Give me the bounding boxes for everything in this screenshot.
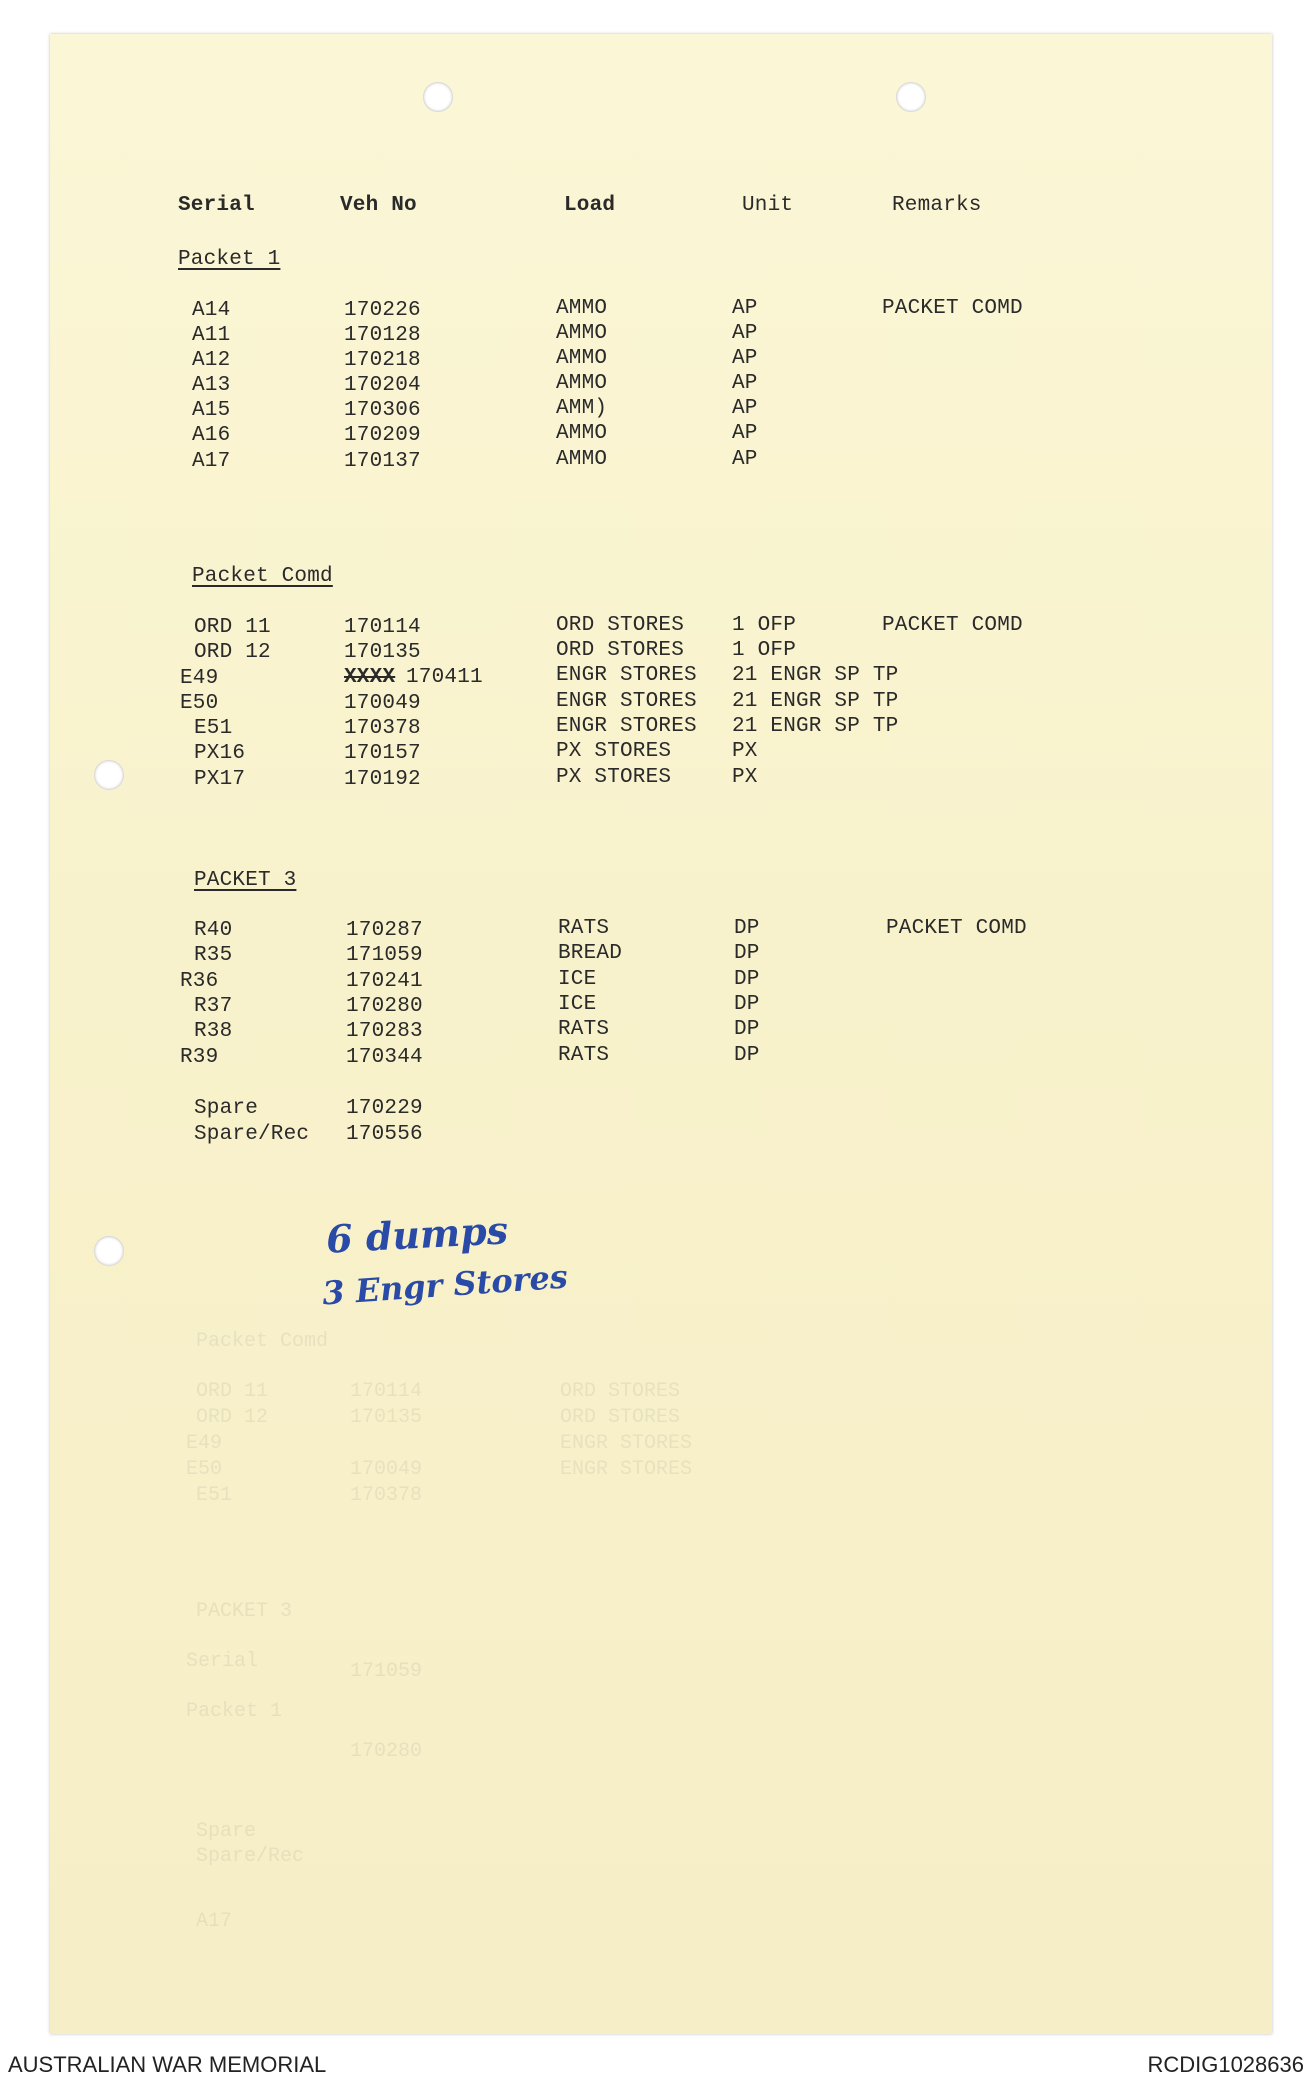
ghost-text: E50 — [186, 1458, 223, 1481]
handwritten-line: 3 Engr Stores — [320, 1257, 569, 1313]
ghost-text: Spare/Rec — [196, 1845, 305, 1868]
cell-veh-no: 170280 — [346, 995, 423, 1018]
cell-unit: 21 ENGR SP TP — [732, 690, 899, 713]
cell-unit: AP — [732, 372, 758, 395]
cell-load: ICE — [558, 993, 597, 1016]
cell-serial: PX17 — [194, 768, 246, 791]
cell-serial: R37 — [194, 995, 233, 1018]
ghost-text: ENGR STORES — [560, 1458, 693, 1481]
ghost-text: 170135 — [350, 1406, 423, 1429]
cell-unit: 21 ENGR SP TP — [732, 664, 899, 687]
cell-veh-no: 170226 — [344, 299, 421, 322]
cell-veh-no: 170241 — [346, 970, 423, 993]
cell-veh-no: 170283 — [346, 1020, 423, 1043]
cell-serial: ORD 11 — [194, 616, 271, 639]
cell-unit: AP — [732, 322, 758, 345]
cell-veh-no: 170049 — [344, 692, 421, 715]
ghost-text: 171059 — [350, 1660, 423, 1683]
cell-load: AMMO — [556, 448, 608, 471]
header-serial: Serial — [178, 194, 255, 217]
cell-veh-no: 170218 — [344, 349, 421, 372]
handwritten-line: 6 dumps — [324, 1207, 510, 1262]
document-page — [50, 34, 1272, 2034]
cell-unit: AP — [732, 347, 758, 370]
cell-load: AMM) — [556, 397, 608, 420]
cell-veh-no: 170114 — [344, 616, 421, 639]
cell-load: BREAD — [558, 942, 623, 965]
cell-load: RATS — [558, 1044, 610, 1067]
cell-unit: DP — [734, 1044, 760, 1067]
cell-unit: 21 ENGR SP TP — [732, 715, 899, 738]
ghost-text: PACKET 3 — [196, 1600, 293, 1623]
cell-unit: DP — [734, 1018, 760, 1041]
ghost-text: 170280 — [350, 1740, 423, 1763]
cell-serial: A13 — [192, 374, 231, 397]
header-load: Load — [564, 194, 616, 217]
cell-serial: E49 — [180, 667, 219, 690]
cell-unit: PX — [732, 740, 758, 763]
cell-unit: AP — [732, 397, 758, 420]
header-veh-no: Veh No — [340, 194, 417, 217]
cell-unit: AP — [732, 297, 758, 320]
cell-load: AMMO — [556, 422, 608, 445]
cell-veh-no: 170192 — [344, 768, 421, 791]
ghost-text: ENGR STORES — [560, 1432, 693, 1455]
ghost-text: A17 — [196, 1910, 233, 1933]
cell-veh-no: 170204 — [344, 374, 421, 397]
cell-veh-no: 170411 — [406, 666, 483, 689]
cell-serial: R36 — [180, 970, 219, 993]
ghost-text: 170049 — [350, 1458, 423, 1481]
cell-veh-no: 170229 — [346, 1097, 423, 1120]
cell-serial: A11 — [192, 324, 231, 347]
cell-unit: PX — [732, 766, 758, 789]
cell-unit: DP — [734, 993, 760, 1016]
cell-load: PX STORES — [556, 740, 672, 763]
cell-serial: R40 — [194, 919, 233, 942]
cell-veh-no: 170556 — [346, 1123, 423, 1146]
cell-load: AMMO — [556, 347, 608, 370]
cell-serial: E50 — [180, 692, 219, 715]
cell-serial: R35 — [194, 944, 233, 967]
cell-load: ORD STORES — [556, 639, 685, 662]
cell-load: AMMO — [556, 372, 608, 395]
cell-veh-no: 171059 — [346, 944, 423, 967]
cell-load: RATS — [558, 1018, 610, 1041]
ghost-text: E49 — [186, 1432, 223, 1455]
cell-serial: R38 — [194, 1020, 233, 1043]
punch-hole — [423, 82, 453, 112]
ghost-text: ORD 12 — [196, 1406, 269, 1429]
cell-serial: Spare — [194, 1097, 259, 1120]
cell-serial: A14 — [192, 299, 231, 322]
cell-load: ICE — [558, 968, 597, 991]
cell-veh-no: 170287 — [346, 919, 423, 942]
footer-credit: AUSTRALIAN WAR MEMORIAL — [8, 2052, 327, 2077]
cell-serial: R39 — [180, 1046, 219, 1069]
cell-serial: PX16 — [194, 742, 246, 765]
cell-load: ENGR STORES — [556, 715, 697, 738]
header-unit: Unit — [742, 194, 794, 217]
ghost-text: E51 — [196, 1484, 233, 1507]
cell-veh-no: 170306 — [344, 399, 421, 422]
cell-serial: A15 — [192, 399, 231, 422]
cell-load: AMMO — [556, 322, 608, 345]
ghost-text: 170114 — [350, 1380, 423, 1403]
punch-hole — [94, 1236, 124, 1266]
cell-unit: AP — [732, 448, 758, 471]
cell-veh-no-struck: XXXX — [344, 666, 396, 689]
cell-serial: E51 — [194, 717, 233, 740]
punch-hole — [896, 82, 926, 112]
cell-serial: A12 — [192, 349, 231, 372]
cell-load: PX STORES — [556, 766, 672, 789]
section-title: PACKET 3 — [194, 869, 297, 892]
cell-unit: 1 OFP — [732, 614, 797, 637]
cell-unit: 1 OFP — [732, 639, 797, 662]
cell-load: ENGR STORES — [556, 664, 697, 687]
ghost-text: Packet Comd — [196, 1330, 329, 1353]
ghost-text: ORD STORES — [560, 1406, 681, 1429]
footer-id: RCDIG1028636 — [1147, 2052, 1304, 2077]
cell-load: AMMO — [556, 297, 608, 320]
section-title: Packet Comd — [192, 565, 333, 588]
cell-veh-no: 170128 — [344, 324, 421, 347]
cell-load: ORD STORES — [556, 614, 685, 637]
cell-veh-no: 170344 — [346, 1046, 423, 1069]
section-title: Packet 1 — [178, 248, 281, 271]
cell-veh-no: 170135 — [344, 641, 421, 664]
ghost-text: 170378 — [350, 1484, 423, 1507]
cell-unit: DP — [734, 942, 760, 965]
cell-serial: A16 — [192, 424, 231, 447]
ghost-text: ORD STORES — [560, 1380, 681, 1403]
cell-remarks: PACKET COMD — [882, 297, 1023, 320]
ghost-text: ORD 11 — [196, 1380, 269, 1403]
cell-veh-no: 170378 — [344, 717, 421, 740]
cell-serial: ORD 12 — [194, 641, 271, 664]
header-remarks: Remarks — [892, 194, 982, 217]
cell-serial: Spare/Rec — [194, 1123, 310, 1146]
cell-unit: AP — [732, 422, 758, 445]
ghost-text: Spare — [196, 1820, 257, 1843]
cell-veh-no: 170137 — [344, 450, 421, 473]
cell-load: ENGR STORES — [556, 690, 697, 713]
cell-load: RATS — [558, 917, 610, 940]
cell-veh-no: 170157 — [344, 742, 421, 765]
cell-serial: A17 — [192, 450, 231, 473]
cell-unit: DP — [734, 917, 760, 940]
cell-remarks: PACKET COMD — [882, 614, 1023, 637]
ghost-text: Serial — [186, 1650, 259, 1673]
cell-veh-no: 170209 — [344, 424, 421, 447]
cell-remarks: PACKET COMD — [886, 917, 1027, 940]
cell-unit: DP — [734, 968, 760, 991]
punch-hole — [94, 760, 124, 790]
ghost-text: Packet 1 — [186, 1700, 283, 1723]
